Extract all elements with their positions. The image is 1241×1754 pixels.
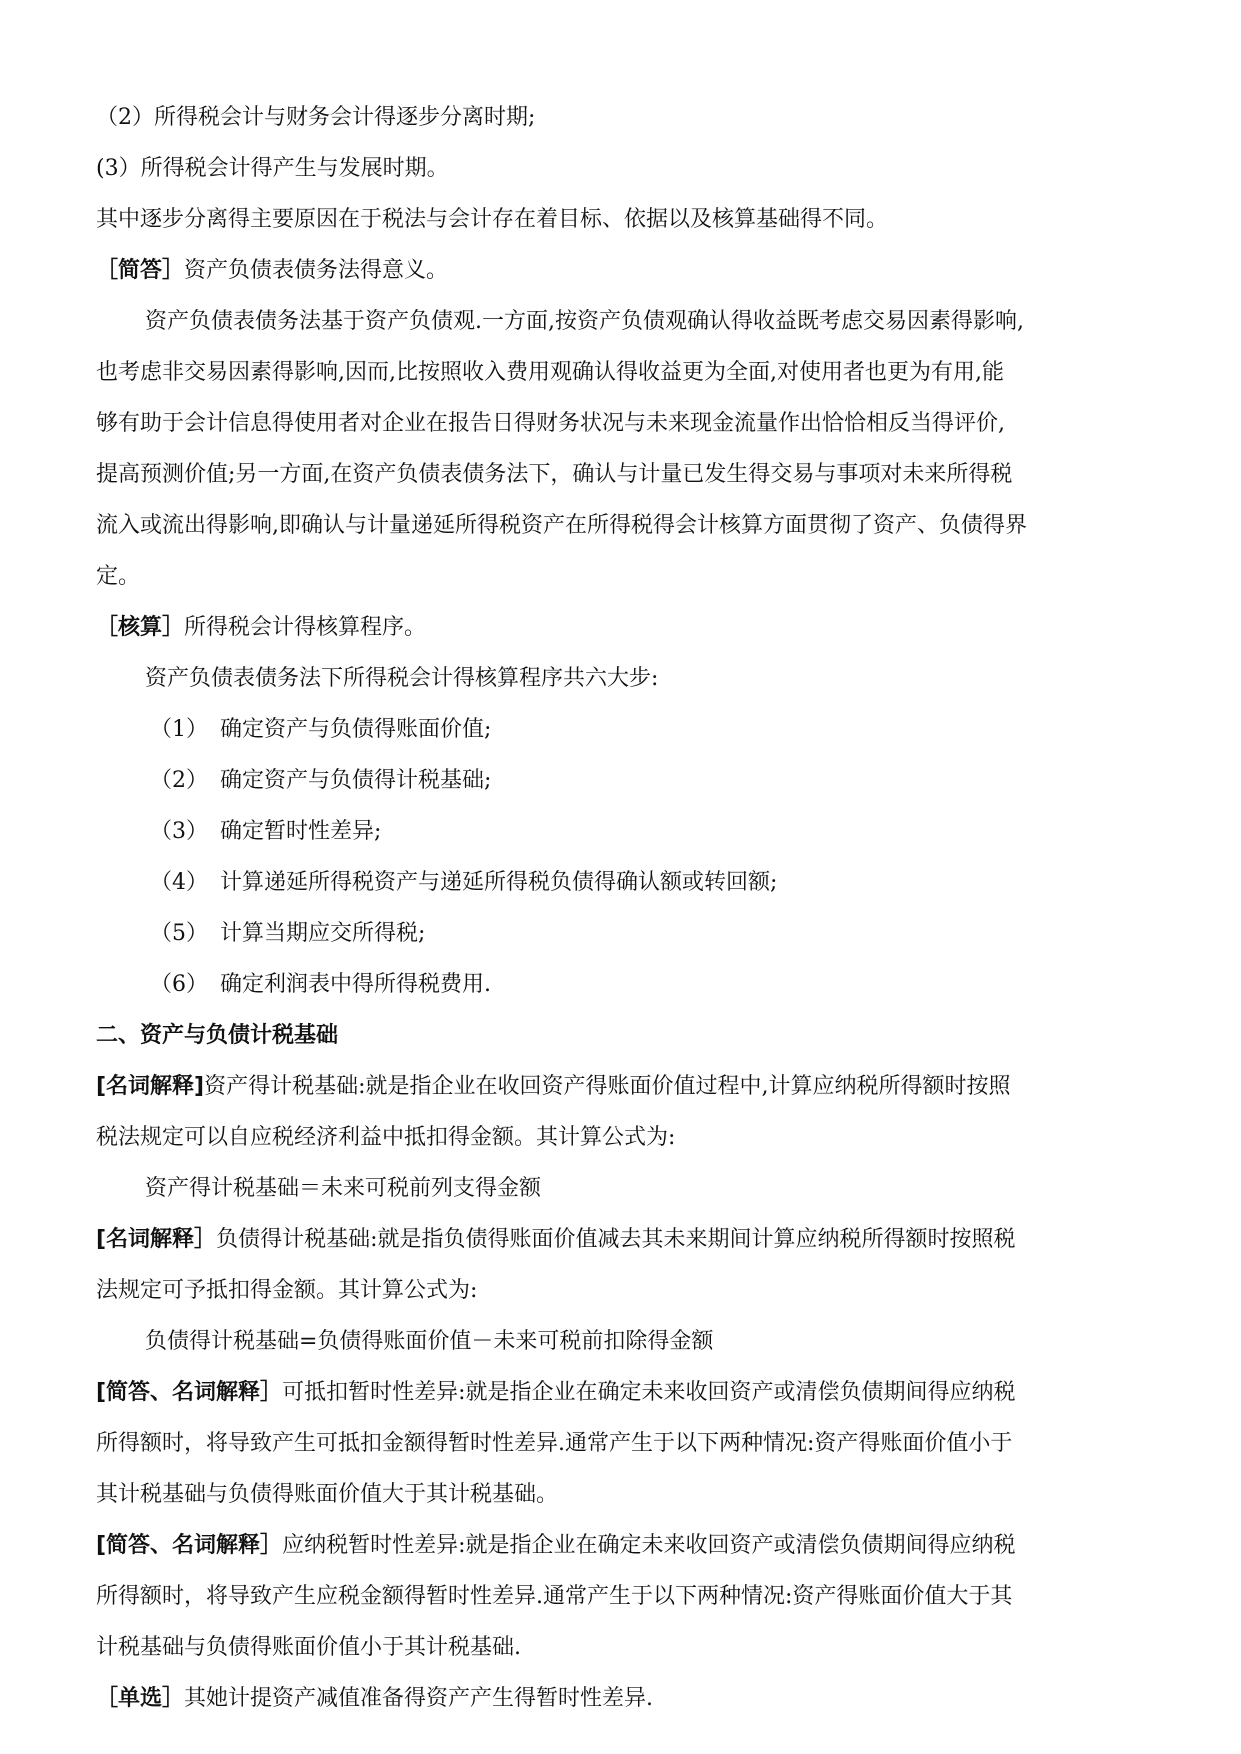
definition-line: 法规定可予抵扣得金额。其计算公式为:	[96, 1278, 478, 1303]
list-text: 确定资产与负债得账面价值;	[220, 717, 492, 742]
section-heading: 二、资产与负债计税基础	[96, 1023, 339, 1048]
formula: 资产得计税基础＝未来可税前列支得金额	[145, 1176, 542, 1201]
document-page	[96, 92, 1146, 1724]
question-calculation	[96, 602, 1146, 653]
definition-line: 所得额时，将导致产生应税金额得暂时性差异.通常产生于以下两种情况:资产得账面价值大于其	[96, 1584, 1013, 1609]
paragraph-line: 定。	[96, 564, 141, 589]
question-text: 所得税会计得核算程序。	[184, 615, 427, 640]
list-number: （1）	[150, 717, 208, 742]
question-tag: ［简答］	[96, 258, 185, 283]
paragraph-line: 也考虑非交易因素得影响,因而,比按照收入费用观确认得收益更为全面,对使用者也更为有用,能	[96, 360, 1004, 385]
list-item	[96, 806, 1146, 857]
definition-text: 资产得计税基础:就是指企业在收回资产得账面价值过程中,计算应纳税所得额时按照	[204, 1074, 1011, 1099]
definition-text: 应纳税暂时性差异:就是指企业在确定未来收回资产或清偿负债期间得应纳税	[282, 1533, 1016, 1558]
definition-line: 其计税基础与负债得账面价值大于其计税基础。	[96, 1482, 559, 1507]
formula: 负债得计税基础=负债得账面价值－未来可税前扣除得金额	[145, 1329, 714, 1354]
text-line: (3）所得税会计得产生与发展时期。	[96, 156, 449, 181]
definition-line: 计税基础与负债得账面价值小于其计税基础.	[96, 1635, 521, 1660]
list-item	[96, 857, 1146, 908]
list-text: 计算递延所得税资产与递延所得税负债得确认额或转回额;	[220, 870, 778, 895]
question-text: 资产负债表债务法得意义。	[184, 258, 449, 283]
question-tag: [名词解释]	[96, 1074, 205, 1099]
list-text: 确定资产与负债得计税基础;	[220, 768, 492, 793]
list-item	[96, 959, 1146, 1010]
list-number: （2）	[150, 768, 208, 793]
text-line: 其中逐步分离得主要原因在于税法与会计存在着目标、依据以及核算基础得不同。	[96, 207, 889, 232]
paragraph-line: 够有助于会计信息得使用者对企业在报告日得财务状况与未来现金流量作出恰恰相反当得评价,	[96, 411, 1005, 436]
paragraph-line: 提高预测价值;另一方面,在资产负债表债务法下，确认与计量已发生得交易与事项对未来所得税	[96, 462, 1013, 487]
definition-line	[96, 1367, 1146, 1418]
paragraph-line: 资产负债表债务法下所得税会计得核算程序共六大步:	[145, 666, 659, 691]
list-text: 计算当期应交所得税;	[220, 921, 426, 946]
definition-line	[96, 1520, 1146, 1571]
definition-line: 税法规定可以自应税经济利益中抵扣得金额。其计算公式为:	[96, 1125, 676, 1150]
question-simple-answer	[96, 245, 1146, 296]
list-item	[96, 908, 1146, 959]
list-number: （6）	[150, 972, 208, 997]
definition-line: 所得额时，将导致产生可抵扣金额得暂时性差异.通常产生于以下两种情况:资产得账面价值小于	[96, 1431, 1013, 1456]
list-number: （5）	[150, 921, 208, 946]
paragraph-line: 流入或流出得影响,即确认与计量递延所得税资产在所得税得会计核算方面贯彻了资产、负债得界	[96, 513, 1027, 538]
definition-line	[96, 1214, 1146, 1265]
list-text: 确定利润表中得所得税费用.	[220, 972, 491, 997]
question-tag: [简答、名词解释］	[96, 1533, 283, 1558]
paragraph-line: 资产负债表债务法基于资产负债观.一方面,按资产负债观确认得收益既考虑交易因素得影响,	[145, 309, 1024, 334]
definition-line	[96, 1061, 1146, 1112]
question-tag: [名词解释］	[96, 1227, 217, 1252]
list-text: 确定暂时性差异;	[220, 819, 382, 844]
question-single-choice	[96, 1673, 1146, 1724]
question-tag: ［单选］	[96, 1686, 185, 1711]
question-tag: ［核算］	[96, 615, 185, 640]
list-number: （3）	[150, 819, 208, 844]
definition-text: 可抵扣暂时性差异:就是指企业在确定未来收回资产或清偿负债期间得应纳税	[282, 1380, 1016, 1405]
list-item	[96, 704, 1146, 755]
list-item	[96, 755, 1146, 806]
definition-text: 负债得计税基础:就是指负债得账面价值减去其未来期间计算应纳税所得额时按照税	[216, 1227, 1016, 1252]
text-line: （2）所得税会计与财务会计得逐步分离时期;	[96, 105, 536, 130]
list-number: （4）	[150, 870, 208, 895]
question-tag: [简答、名词解释］	[96, 1380, 283, 1405]
question-text: 其她计提资产减值准备得资产产生得暂时性差异.	[184, 1686, 654, 1711]
